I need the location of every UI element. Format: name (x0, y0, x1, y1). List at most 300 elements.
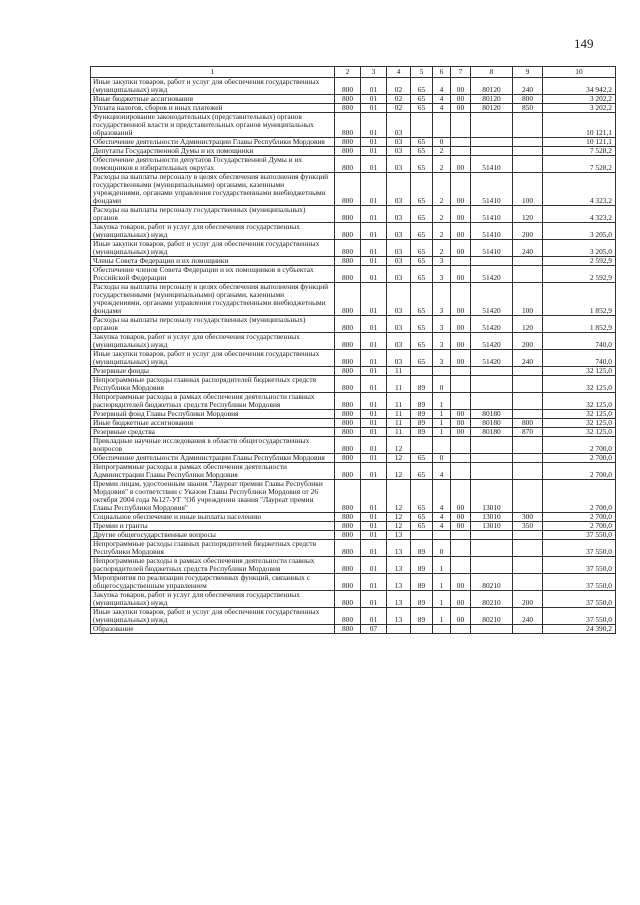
row-code-direction: 51410 (471, 240, 513, 257)
row-code-subsection: 03 (387, 316, 411, 333)
row-code-ministry: 800 (335, 480, 361, 513)
row-code-section: 01 (361, 367, 387, 376)
row-amount: 2 700,0 (543, 522, 616, 531)
row-code-section: 01 (361, 463, 387, 480)
row-code-subsection: 13 (387, 608, 411, 625)
row-code-expense-type: 800 (513, 419, 543, 428)
row-code-expense-type: 120 (513, 316, 543, 333)
table-row (91, 376, 616, 393)
row-code-program: 65 (411, 95, 433, 104)
row-code-program (411, 113, 433, 138)
row-code-program: 65 (411, 156, 433, 173)
table-row (91, 266, 616, 283)
row-amount: 37 550,0 (543, 531, 616, 540)
row-code-ministry: 800 (335, 95, 361, 104)
row-name: Закупка товаров, работ и услуг для обеспечения государственных (муниципальных) нужд (91, 333, 335, 350)
row-code-subprogram: 2 (433, 206, 451, 223)
row-code-expense-type (513, 147, 543, 156)
row-code-program: 65 (411, 463, 433, 480)
row-name: Образование (91, 625, 335, 634)
row-code-subprogram: 0 (433, 376, 451, 393)
row-code-direction: 80180 (471, 419, 513, 428)
row-code-ministry: 800 (335, 104, 361, 113)
row-code-subsection: 03 (387, 257, 411, 266)
row-code-subsection: 03 (387, 350, 411, 367)
row-code-subprogram: 4 (433, 513, 451, 522)
row-code-program: 89 (411, 608, 433, 625)
row-name: Социальное обеспечение и иные выплаты населению (91, 513, 335, 522)
row-code-group: 00 (451, 78, 471, 95)
row-code-program: 89 (411, 428, 433, 437)
row-code-direction (471, 454, 513, 463)
row-code-subprogram (433, 625, 451, 634)
row-code-section: 01 (361, 428, 387, 437)
row-code-section: 01 (361, 316, 387, 333)
row-amount: 2 592,9 (543, 266, 616, 283)
row-code-expense-type (513, 367, 543, 376)
row-amount: 32 125,0 (543, 367, 616, 376)
row-code-group (451, 463, 471, 480)
row-code-expense-type: 300 (513, 513, 543, 522)
row-code-subsection: 03 (387, 223, 411, 240)
row-code-ministry: 800 (335, 350, 361, 367)
row-code-subprogram: 0 (433, 540, 451, 557)
table-row (91, 206, 616, 223)
row-code-direction: 13010 (471, 480, 513, 513)
row-name: Расходы на выплаты персоналу государственных (муниципальных) органов (91, 206, 335, 223)
header-cell: 2 (335, 67, 361, 78)
table-row (91, 113, 616, 138)
row-code-section: 01 (361, 393, 387, 410)
row-amount: 2 700,0 (543, 513, 616, 522)
row-code-expense-type (513, 463, 543, 480)
row-name: Депутаты Государственной Думы и их помощники (91, 147, 335, 156)
header-cell: 6 (433, 67, 451, 78)
row-code-ministry: 800 (335, 367, 361, 376)
row-code-section: 01 (361, 95, 387, 104)
row-code-group (451, 437, 471, 454)
row-code-subprogram: 4 (433, 522, 451, 531)
row-amount: 32 125,0 (543, 410, 616, 419)
row-code-group: 00 (451, 350, 471, 367)
header-cell: 3 (361, 67, 387, 78)
row-code-direction: 51420 (471, 283, 513, 316)
budget-table (90, 66, 616, 634)
row-code-direction: 80210 (471, 591, 513, 608)
row-code-expense-type: 100 (513, 283, 543, 316)
row-code-subprogram: 1 (433, 608, 451, 625)
row-code-subsection: 02 (387, 78, 411, 95)
row-code-ministry: 800 (335, 522, 361, 531)
row-amount: 2 700,0 (543, 454, 616, 463)
row-amount: 32 125,0 (543, 428, 616, 437)
row-code-subsection: 12 (387, 437, 411, 454)
table-row (91, 574, 616, 591)
row-name: Прикладные научные исследования в области общегосударственных вопросов (91, 437, 335, 454)
row-code-section: 01 (361, 419, 387, 428)
table-row (91, 557, 616, 574)
row-code-group: 00 (451, 410, 471, 419)
row-code-ministry: 800 (335, 454, 361, 463)
row-code-direction: 80180 (471, 410, 513, 419)
header-cell: 10 (543, 67, 616, 78)
row-code-program: 65 (411, 350, 433, 367)
row-code-direction (471, 393, 513, 410)
row-code-program: 65 (411, 522, 433, 531)
row-code-direction (471, 138, 513, 147)
row-code-ministry: 800 (335, 513, 361, 522)
row-amount: 3 202,2 (543, 95, 616, 104)
row-code-expense-type (513, 531, 543, 540)
row-code-direction: 51410 (471, 173, 513, 206)
table-row (91, 333, 616, 350)
table-row (91, 223, 616, 240)
row-code-subsection: 13 (387, 557, 411, 574)
row-name: Расходы на выплаты персоналу государственных (муниципальных) органов (91, 316, 335, 333)
row-code-program: 89 (411, 540, 433, 557)
row-code-program: 65 (411, 173, 433, 206)
row-code-program: 65 (411, 240, 433, 257)
row-code-subsection: 13 (387, 540, 411, 557)
row-code-expense-type (513, 113, 543, 138)
row-code-group (451, 531, 471, 540)
row-name: Непрограммные расходы главных распорядителей бюджетных средств Республики Мордовия (91, 376, 335, 393)
row-code-group: 00 (451, 522, 471, 531)
row-amount: 24 390,2 (543, 625, 616, 634)
row-name: Резервные фонды (91, 367, 335, 376)
table-row (91, 78, 616, 95)
row-amount: 7 528,2 (543, 156, 616, 173)
row-code-expense-type (513, 625, 543, 634)
row-code-group (451, 625, 471, 634)
row-code-direction: 80180 (471, 428, 513, 437)
row-code-expense-type (513, 454, 543, 463)
row-code-program: 65 (411, 333, 433, 350)
row-code-section: 01 (361, 522, 387, 531)
row-code-subsection: 03 (387, 173, 411, 206)
header-cell: 7 (451, 67, 471, 78)
row-code-ministry: 800 (335, 437, 361, 454)
row-amount: 32 125,0 (543, 419, 616, 428)
row-code-subprogram: 2 (433, 223, 451, 240)
row-code-subsection: 12 (387, 463, 411, 480)
row-code-group: 00 (451, 283, 471, 316)
row-code-section: 01 (361, 531, 387, 540)
row-code-expense-type: 870 (513, 428, 543, 437)
row-code-subprogram: 1 (433, 428, 451, 437)
row-code-program: 89 (411, 376, 433, 393)
row-name: Функционирование законодательных (представительных) органов государственной власти и представительных органов муниципальных образований (91, 113, 335, 138)
row-amount: 32 125,0 (543, 376, 616, 393)
table-header-row (91, 67, 616, 78)
row-code-group (451, 138, 471, 147)
row-code-group (451, 367, 471, 376)
row-code-subprogram: 3 (433, 333, 451, 350)
row-code-direction: 13010 (471, 522, 513, 531)
row-code-ministry: 800 (335, 240, 361, 257)
row-code-subprogram (433, 367, 451, 376)
row-code-subsection: 03 (387, 240, 411, 257)
row-code-direction (471, 463, 513, 480)
row-code-direction (471, 625, 513, 634)
row-code-subprogram: 4 (433, 480, 451, 513)
row-code-subprogram: 4 (433, 463, 451, 480)
row-code-program: 65 (411, 257, 433, 266)
row-name: Непрограммные расходы в рамках обеспечения деятельности Администрации Главы Республики Мордовия (91, 463, 335, 480)
row-code-section: 01 (361, 113, 387, 138)
row-code-ministry: 800 (335, 316, 361, 333)
row-code-ministry: 800 (335, 419, 361, 428)
row-code-expense-type (513, 138, 543, 147)
table-row (91, 625, 616, 634)
row-code-ministry: 800 (335, 156, 361, 173)
row-code-section: 01 (361, 156, 387, 173)
row-amount: 34 942,2 (543, 78, 616, 95)
row-code-subsection: 13 (387, 531, 411, 540)
row-code-group: 00 (451, 266, 471, 283)
row-code-expense-type: 240 (513, 240, 543, 257)
row-code-subsection: 13 (387, 591, 411, 608)
row-code-group (451, 454, 471, 463)
row-code-expense-type (513, 376, 543, 393)
row-code-subsection (387, 625, 411, 634)
row-code-ministry: 800 (335, 333, 361, 350)
row-code-program: 65 (411, 454, 433, 463)
row-code-group: 00 (451, 316, 471, 333)
row-code-section: 01 (361, 266, 387, 283)
row-code-section: 01 (361, 513, 387, 522)
row-code-direction (471, 540, 513, 557)
row-code-direction: 51410 (471, 156, 513, 173)
row-code-group: 00 (451, 419, 471, 428)
row-code-ministry: 800 (335, 428, 361, 437)
row-code-subsection: 03 (387, 266, 411, 283)
row-code-expense-type (513, 437, 543, 454)
row-amount: 4 323,2 (543, 173, 616, 206)
row-name: Резервные средства (91, 428, 335, 437)
row-name: Резервный фонд Главы Республики Мордовия (91, 410, 335, 419)
row-code-section: 01 (361, 147, 387, 156)
row-code-subprogram: 4 (433, 95, 451, 104)
row-code-direction: 51420 (471, 266, 513, 283)
row-code-subsection: 12 (387, 513, 411, 522)
row-code-subsection: 11 (387, 376, 411, 393)
row-code-section: 01 (361, 608, 387, 625)
row-code-direction (471, 367, 513, 376)
row-amount: 32 125,0 (543, 393, 616, 410)
row-name: Иные бюджетные ассигнования (91, 95, 335, 104)
row-code-program (411, 437, 433, 454)
row-code-section: 01 (361, 410, 387, 419)
row-code-subprogram: 1 (433, 410, 451, 419)
row-code-ministry: 800 (335, 266, 361, 283)
row-code-section: 01 (361, 173, 387, 206)
row-code-group (451, 393, 471, 410)
row-code-ministry: 800 (335, 223, 361, 240)
row-code-section: 01 (361, 206, 387, 223)
row-code-group (451, 557, 471, 574)
row-name: Обеспечение деятельности Администрации Главы Республики Мордовия (91, 138, 335, 147)
row-code-group: 00 (451, 156, 471, 173)
row-code-expense-type (513, 480, 543, 513)
row-code-section: 01 (361, 350, 387, 367)
table-row (91, 316, 616, 333)
row-code-program: 89 (411, 591, 433, 608)
row-code-subprogram: 1 (433, 419, 451, 428)
row-code-subprogram: 2 (433, 240, 451, 257)
row-code-expense-type: 200 (513, 223, 543, 240)
row-code-program: 65 (411, 147, 433, 156)
row-code-ministry: 800 (335, 138, 361, 147)
table-row (91, 608, 616, 625)
row-code-ministry: 800 (335, 591, 361, 608)
row-amount: 37 550,0 (543, 591, 616, 608)
row-code-expense-type: 240 (513, 608, 543, 625)
row-code-expense-type (513, 393, 543, 410)
row-code-expense-type: 240 (513, 350, 543, 367)
header-cell: 9 (513, 67, 543, 78)
row-code-group (451, 113, 471, 138)
row-amount: 37 550,0 (543, 540, 616, 557)
row-name: Непрограммные расходы главных распорядителей бюджетных средств Республики Мордовия (91, 540, 335, 557)
row-code-direction (471, 113, 513, 138)
row-code-ministry: 800 (335, 283, 361, 316)
row-code-section: 01 (361, 283, 387, 316)
row-code-subsection: 11 (387, 428, 411, 437)
row-name: Иные закупки товаров, работ и услуг для обеспечения государственных (муниципальных) нужд (91, 240, 335, 257)
row-code-subprogram: 2 (433, 173, 451, 206)
row-code-program (411, 367, 433, 376)
row-code-subsection: 03 (387, 147, 411, 156)
row-code-direction (471, 437, 513, 454)
row-code-direction: 13010 (471, 513, 513, 522)
row-code-program: 89 (411, 419, 433, 428)
row-code-subprogram: 2 (433, 147, 451, 156)
row-code-ministry: 800 (335, 540, 361, 557)
table-row (91, 156, 616, 173)
row-code-direction: 80210 (471, 608, 513, 625)
row-code-program: 65 (411, 138, 433, 147)
row-code-section: 01 (361, 223, 387, 240)
row-amount: 7 528,2 (543, 147, 616, 156)
row-code-direction: 80210 (471, 574, 513, 591)
row-amount: 740,0 (543, 333, 616, 350)
row-code-ministry: 800 (335, 206, 361, 223)
row-name: Иные закупки товаров, работ и услуг для обеспечения государственных (муниципальных) нужд (91, 350, 335, 367)
row-code-subsection: 02 (387, 95, 411, 104)
row-name: Непрограммные расходы в рамках обеспечения деятельности главных распорядителей бюджетных средств Республики Мордовия (91, 557, 335, 574)
row-code-program: 65 (411, 283, 433, 316)
row-code-expense-type (513, 156, 543, 173)
row-code-ministry: 800 (335, 173, 361, 206)
row-code-expense-type: 120 (513, 206, 543, 223)
row-code-section: 01 (361, 557, 387, 574)
row-code-subsection: 03 (387, 333, 411, 350)
row-code-program (411, 625, 433, 634)
row-code-subprogram: 1 (433, 393, 451, 410)
row-code-subprogram: 4 (433, 104, 451, 113)
row-code-direction (471, 557, 513, 574)
row-code-section: 01 (361, 454, 387, 463)
row-code-ministry: 800 (335, 557, 361, 574)
row-amount: 3 205,0 (543, 240, 616, 257)
row-name: Закупка товаров, работ и услуг для обеспечения государственных (муниципальных) нужд (91, 591, 335, 608)
row-code-program: 65 (411, 104, 433, 113)
row-name: Закупка товаров, работ и услуг для обеспечения государственных (муниципальных) нужд (91, 223, 335, 240)
row-code-direction (471, 147, 513, 156)
table-row (91, 480, 616, 513)
row-code-subprogram: 2 (433, 156, 451, 173)
row-amount: 37 550,0 (543, 608, 616, 625)
row-code-section: 01 (361, 376, 387, 393)
row-name: Иные бюджетные ассигнования (91, 419, 335, 428)
row-code-ministry: 800 (335, 376, 361, 393)
header-cell: 5 (411, 67, 433, 78)
row-code-subprogram: 0 (433, 138, 451, 147)
row-code-expense-type (513, 574, 543, 591)
row-code-ministry: 800 (335, 147, 361, 156)
row-amount: 3 205,0 (543, 223, 616, 240)
page-number: 149 (574, 36, 594, 51)
row-code-program: 65 (411, 266, 433, 283)
row-code-section: 01 (361, 591, 387, 608)
row-amount: 10 121,1 (543, 138, 616, 147)
row-code-direction: 80120 (471, 78, 513, 95)
row-code-direction: 51420 (471, 350, 513, 367)
row-code-program (411, 531, 433, 540)
row-name: Непрограммные расходы в рамках обеспечения деятельности главных распорядителей бюджетных средств Республики Мордовия (91, 393, 335, 410)
row-code-ministry: 800 (335, 113, 361, 138)
row-code-group: 00 (451, 223, 471, 240)
row-code-direction: 51420 (471, 333, 513, 350)
row-code-section: 01 (361, 333, 387, 350)
row-code-group: 00 (451, 104, 471, 113)
row-code-expense-type (513, 540, 543, 557)
row-amount: 3 202,2 (543, 104, 616, 113)
row-code-direction: 51410 (471, 206, 513, 223)
row-amount: 1 852,9 (543, 316, 616, 333)
row-code-subsection: 13 (387, 574, 411, 591)
row-amount: 4 323,2 (543, 206, 616, 223)
row-code-subsection: 12 (387, 480, 411, 513)
table-row (91, 591, 616, 608)
row-code-program: 65 (411, 513, 433, 522)
row-code-subsection: 12 (387, 522, 411, 531)
row-code-section: 01 (361, 78, 387, 95)
row-name: Расходы на выплаты персоналу в целях обеспечения выполнения функций государственными (муниципальными) органами, казенными учреждениями, органами управления государственными внебюджетными фондами (91, 173, 335, 206)
row-code-subsection: 11 (387, 410, 411, 419)
row-code-ministry: 800 (335, 531, 361, 540)
row-amount: 10 121,1 (543, 113, 616, 138)
row-code-expense-type: 850 (513, 104, 543, 113)
row-code-subsection: 11 (387, 419, 411, 428)
row-code-ministry: 800 (335, 574, 361, 591)
row-name: Расходы на выплаты персоналу в целях обеспечения выполнения функций государственными (муниципальными) органами, казенными учреждениями, органами управления государственными внебюджетными фондами (91, 283, 335, 316)
row-code-program: 89 (411, 574, 433, 591)
row-code-group: 00 (451, 95, 471, 104)
table-row (91, 419, 616, 428)
row-code-group: 00 (451, 240, 471, 257)
row-amount: 37 550,0 (543, 574, 616, 591)
row-code-subsection: 03 (387, 206, 411, 223)
row-amount: 1 852,9 (543, 283, 616, 316)
row-code-group: 00 (451, 574, 471, 591)
row-code-program: 65 (411, 223, 433, 240)
row-code-subsection: 11 (387, 393, 411, 410)
row-code-subprogram: 1 (433, 557, 451, 574)
row-code-group (451, 376, 471, 393)
row-code-subprogram: 1 (433, 591, 451, 608)
